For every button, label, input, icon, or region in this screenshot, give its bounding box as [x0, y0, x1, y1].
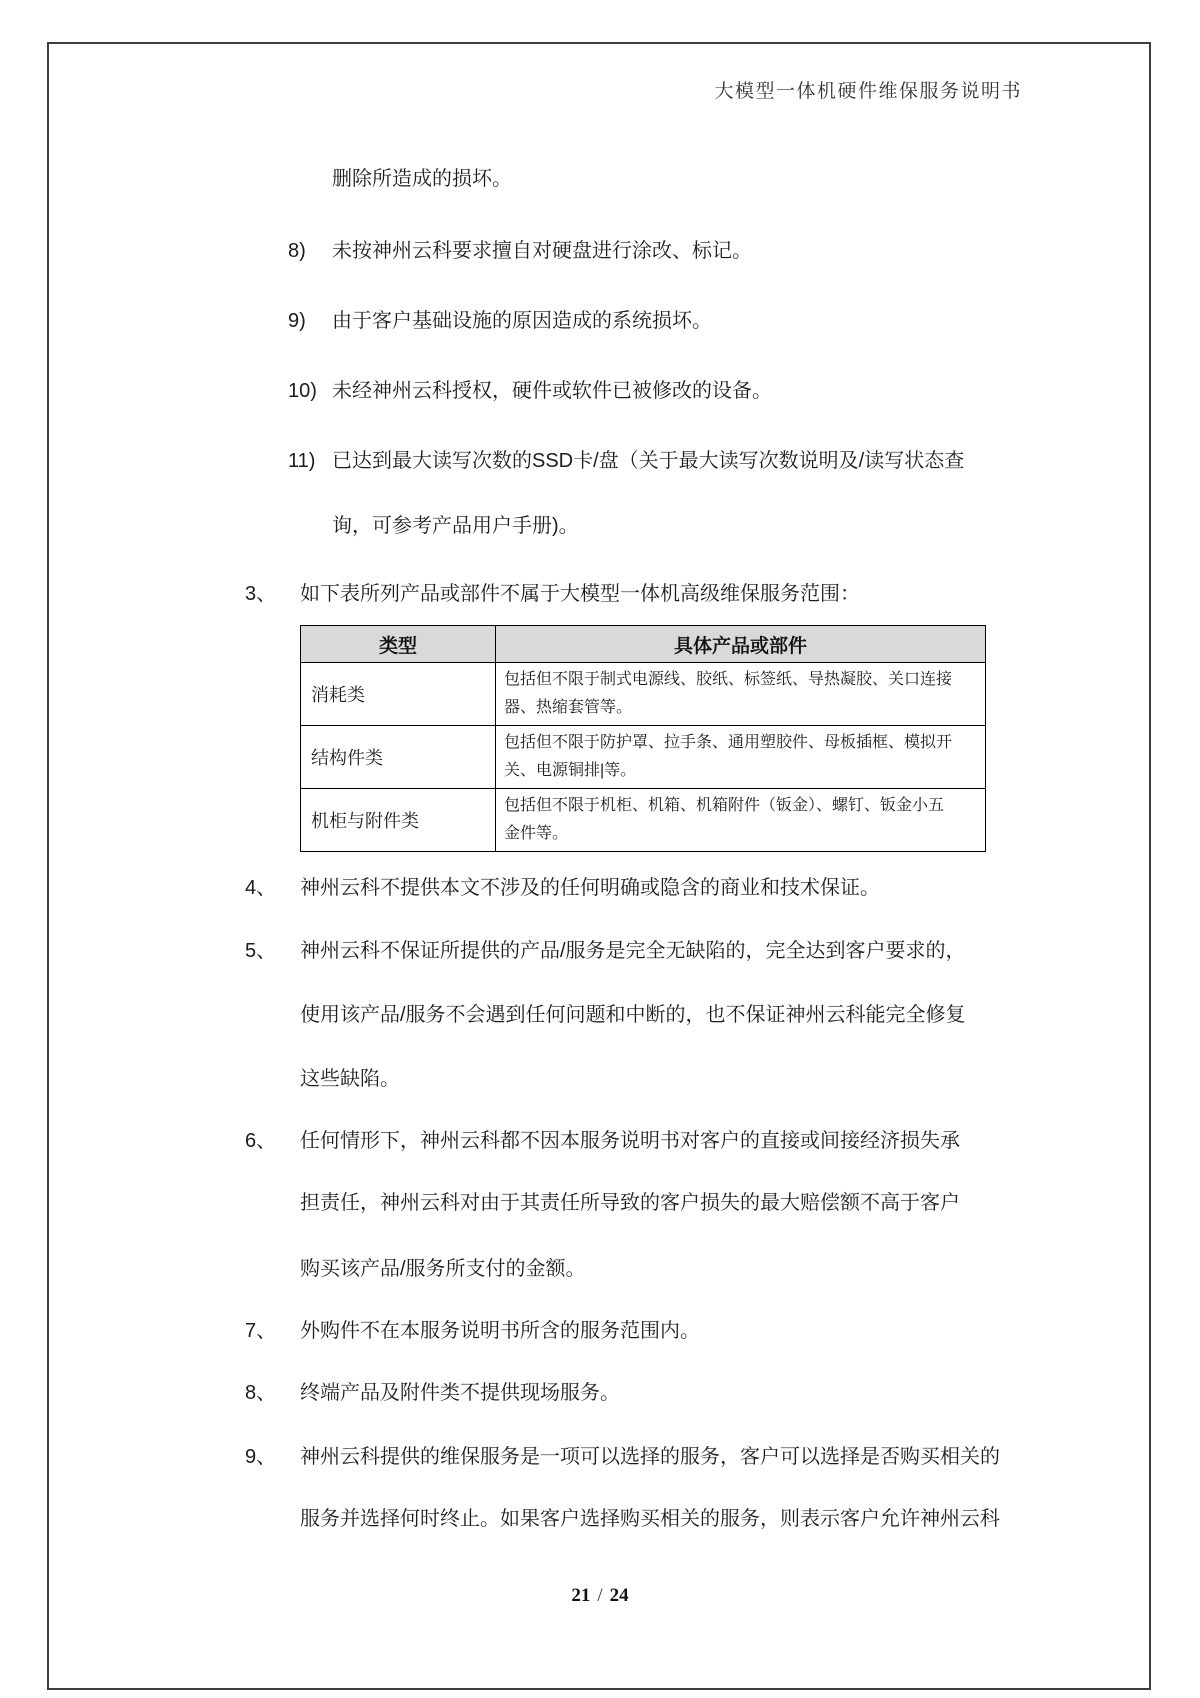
list-text: 神州云科提供的维保服务是一项可以选择的服务，客户可以选择是否购买相关的	[300, 1446, 1000, 1468]
list-item-9-continuation	[300, 1506, 1000, 1532]
row-detail-cell	[496, 726, 986, 789]
list-text: 神州云科不提供本文不涉及的任何明确或隐含的商业和技术保证。	[300, 877, 880, 899]
body-text: 删除所造成的损坏。	[332, 168, 512, 190]
list-marker: 11)	[288, 450, 316, 472]
table-row	[301, 726, 986, 789]
row-detail-line: 金件等。	[504, 825, 569, 842]
list-item-5-continuation	[300, 1002, 966, 1028]
list-marker: 10)	[288, 380, 317, 402]
list-text: 任何情形下，神州云科都不因本服务说明书对客户的直接或间接经济损失承	[300, 1130, 960, 1152]
list-text: 担责任，神州云科对由于其责任所导致的客户损失的最大赔偿额不高于客户	[300, 1192, 960, 1214]
list-marker: 8)	[288, 240, 306, 262]
list-item-11-continuation	[332, 513, 579, 539]
list-item-5-continuation	[300, 1066, 400, 1092]
row-type-cell: 结构件类	[301, 726, 496, 789]
page-number-total: 24	[609, 1585, 629, 1606]
list-marker: 9、	[245, 1446, 277, 1468]
list-item-8	[288, 238, 752, 264]
list-text: 终端产品及附件类不提供现场服务。	[300, 1382, 620, 1404]
list-marker: 5、	[245, 940, 277, 962]
list-text: 购买该产品/服务所支付的金额。	[300, 1258, 586, 1280]
list-marker: 4、	[245, 877, 277, 899]
list-text: 由于客户基础设施的原因造成的系统损坏。	[332, 310, 712, 332]
header-title: 大模型一体机硬件维保服务说明书	[714, 81, 1022, 102]
list-marker: 7、	[245, 1320, 277, 1342]
list-text: 未按神州云科要求擅自对硬盘进行涂改、标记。	[332, 240, 752, 262]
list-text: 服务并选择何时终止。如果客户选择购买相关的服务，则表示客户允许神州云科	[300, 1508, 1000, 1530]
list-item-5	[245, 938, 966, 964]
list-text: 未经神州云科授权，硬件或软件已被修改的设备。	[332, 380, 772, 402]
list-item-6-continuation	[300, 1256, 586, 1282]
list-text: 询，可参考产品用户手册)。	[332, 515, 579, 537]
list-text: 这些缺陷。	[300, 1068, 400, 1090]
list-text: 如下表所列产品或部件不属于大模型一体机高级维保服务范围：	[300, 583, 860, 605]
row-type-cell: 消耗类	[301, 663, 496, 726]
list-text: 已达到最大读写次数的SSD卡/盘（关于最大读写次数说明及/读写状态查	[332, 450, 965, 472]
list-item-6	[245, 1128, 960, 1154]
list-item-3	[245, 581, 860, 607]
list-item-9-bottom	[245, 1444, 1000, 1470]
row-detail-line: 包括但不限于机柜、机箱、机箱附件（钣金）、螺钉、钣金小五	[504, 797, 945, 814]
row-detail-line: 包括但不限于防护罩、拉手条、通用塑胶件、母板插框、模拟开	[504, 734, 953, 751]
list-text: 使用该产品/服务不会遇到任何问题和中断的，也不保证神州云科能完全修复	[300, 1004, 966, 1026]
list-item-11	[288, 448, 964, 474]
row-detail-cell	[496, 789, 986, 852]
list-item-9	[288, 308, 712, 334]
list-item-7	[245, 1318, 700, 1344]
list-marker: 9)	[288, 310, 306, 332]
list-item-6-continuation	[300, 1190, 960, 1216]
page-border-frame	[47, 42, 1151, 1690]
table-header-row	[301, 626, 986, 663]
table-row	[301, 663, 986, 726]
row-detail-line: 关、电源铜排|等。	[504, 762, 637, 779]
paragraph-continuation	[332, 166, 512, 192]
table-header-detail: 具体产品或部件	[496, 626, 986, 663]
table-row	[301, 789, 986, 852]
service-scope-table	[300, 625, 986, 852]
table-header-type: 类型	[301, 626, 496, 663]
list-text: 外购件不在本服务说明书所含的服务范围内。	[300, 1320, 700, 1342]
row-detail-line: 器、热缩套管等。	[504, 699, 633, 716]
list-item-8-bottom	[245, 1380, 620, 1406]
page-number	[0, 1585, 1200, 1607]
row-detail-cell	[496, 663, 986, 726]
list-marker: 6、	[245, 1130, 277, 1152]
list-item-4	[245, 875, 880, 901]
page-number-current: 21	[571, 1585, 591, 1606]
page-number-separator: /	[597, 1585, 603, 1606]
row-type-cell: 机柜与附件类	[301, 789, 496, 852]
row-detail-line: 包括但不限于制式电源线、胶纸、标签纸、导热凝胶、关口连接	[504, 671, 953, 688]
list-text: 神州云科不保证所提供的产品/服务是完全无缺陷的，完全达到客户要求的，	[300, 940, 966, 962]
list-item-10	[288, 378, 772, 404]
list-marker: 3、	[245, 583, 277, 605]
list-marker: 8、	[245, 1382, 277, 1404]
